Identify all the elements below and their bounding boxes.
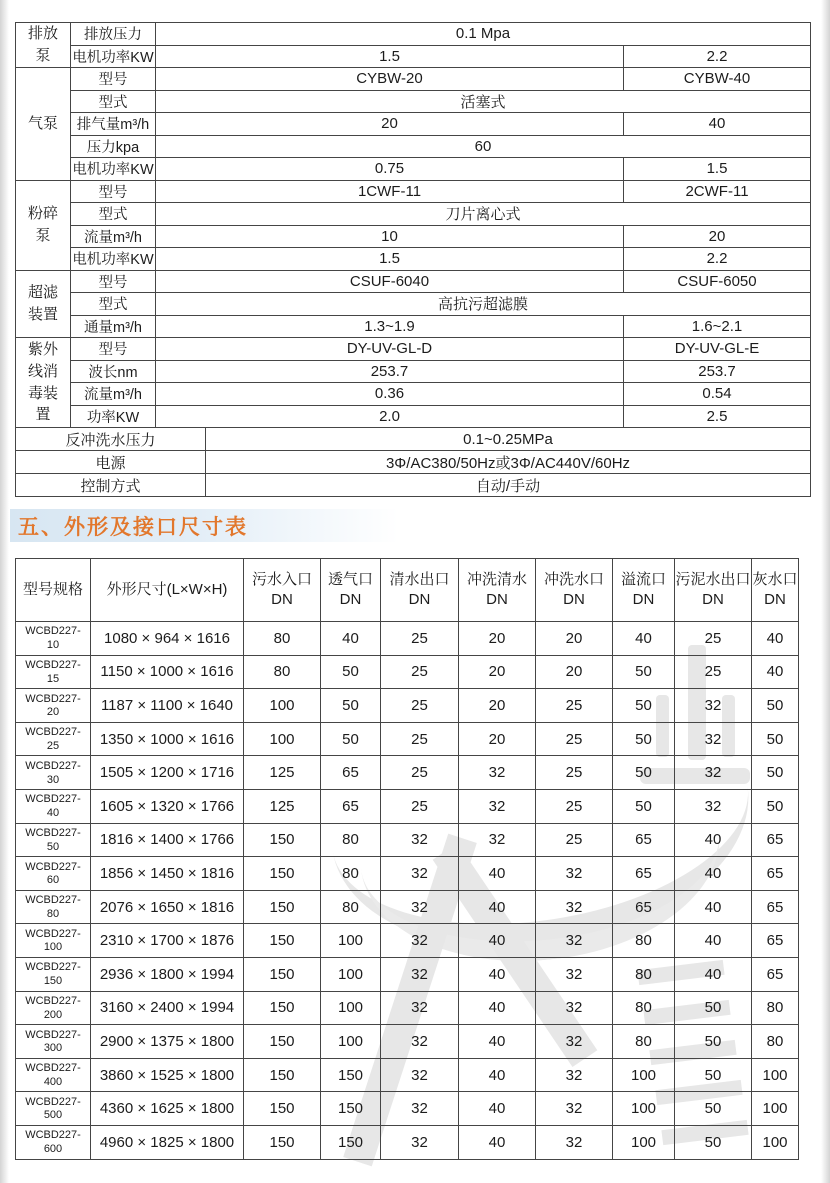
dim-value-cell: 65 (752, 823, 799, 857)
dim-header-cell: 冲洗清水 DN (459, 559, 536, 622)
dim-size-cell: 2936 × 1800 × 1994 (91, 957, 244, 991)
spec-footer-value: 0.1~0.25MPa (206, 428, 811, 451)
dim-model-cell: WCBD227- 500 (16, 1092, 91, 1126)
dim-value-cell: 32 (459, 789, 536, 823)
dim-value-cell: 80 (244, 655, 321, 689)
dim-size-cell: 4960 × 1825 × 1800 (91, 1125, 244, 1159)
dim-value-cell: 32 (381, 924, 459, 958)
spec-row-label: 波长nm (71, 360, 156, 383)
spec-value-1: 20 (156, 113, 624, 136)
spec-value-1: CSUF-6040 (156, 270, 624, 293)
spec-value-span: 0.1 Mpa (156, 23, 811, 46)
dimension-header-row (16, 559, 799, 622)
spec-table-body (16, 23, 811, 428)
table-row (16, 1125, 799, 1159)
dim-value-cell: 50 (675, 1025, 752, 1059)
dim-header-cell: 外形尺寸(L×W×H) (91, 559, 244, 622)
dim-value-cell: 80 (244, 622, 321, 656)
spec-row-label: 型号 (71, 270, 156, 293)
spec-value-1: 1.3~1.9 (156, 315, 624, 338)
dim-value-cell: 32 (675, 789, 752, 823)
dim-value-cell: 32 (381, 1025, 459, 1059)
dim-value-cell: 50 (752, 756, 799, 790)
dim-value-cell: 65 (752, 890, 799, 924)
dim-value-cell: 32 (381, 1125, 459, 1159)
table-row (16, 957, 799, 991)
table-row (16, 622, 799, 656)
dim-value-cell: 50 (613, 655, 675, 689)
dim-size-cell: 1816 × 1400 × 1766 (91, 823, 244, 857)
spec-row-label: 流量m³/h (71, 383, 156, 406)
dim-value-cell: 65 (752, 857, 799, 891)
dim-value-cell: 50 (675, 1125, 752, 1159)
dim-value-cell: 100 (613, 1092, 675, 1126)
dim-value-cell: 50 (613, 756, 675, 790)
dim-value-cell: 32 (536, 857, 613, 891)
dim-header-cell: 污水入口 DN (244, 559, 321, 622)
spec-row-label: 型式 (71, 90, 156, 113)
dim-value-cell: 80 (321, 857, 381, 891)
dim-value-cell: 150 (244, 957, 321, 991)
dim-value-cell: 50 (321, 689, 381, 723)
dim-value-cell: 65 (321, 756, 381, 790)
spec-value-2: 1.6~2.1 (624, 315, 811, 338)
spec-footer-label: 控制方式 (16, 474, 206, 497)
dim-value-cell: 32 (381, 857, 459, 891)
dim-value-cell: 25 (381, 722, 459, 756)
dim-value-cell: 50 (613, 789, 675, 823)
dim-value-cell: 32 (381, 1058, 459, 1092)
dim-value-cell: 50 (613, 689, 675, 723)
dim-size-cell: 1856 × 1450 × 1816 (91, 857, 244, 891)
dim-value-cell: 25 (536, 823, 613, 857)
dim-value-cell: 150 (244, 924, 321, 958)
dim-value-cell: 150 (321, 1092, 381, 1126)
dim-value-cell: 50 (321, 722, 381, 756)
dim-value-cell: 40 (459, 957, 536, 991)
spec-footer-value: 自动/手动 (206, 474, 811, 497)
dim-value-cell: 40 (752, 655, 799, 689)
table-row (16, 924, 799, 958)
spec-value-1: 10 (156, 225, 624, 248)
spec-value-span: 高抗污超滤膜 (156, 293, 811, 316)
dim-value-cell: 150 (244, 1125, 321, 1159)
spec-row-label: 排放压力 (71, 23, 156, 46)
dim-value-cell: 32 (381, 823, 459, 857)
dim-value-cell: 40 (675, 957, 752, 991)
spec-value-2: 40 (624, 113, 811, 136)
spec-footer-body (16, 428, 811, 497)
dim-value-cell: 25 (536, 789, 613, 823)
dim-size-cell: 1187 × 1100 × 1640 (91, 689, 244, 723)
dim-value-cell: 100 (321, 924, 381, 958)
dim-value-cell: 65 (613, 823, 675, 857)
dim-model-cell: WCBD227- 25 (16, 722, 91, 756)
dim-value-cell: 25 (536, 756, 613, 790)
dim-value-cell: 150 (244, 857, 321, 891)
dim-value-cell: 40 (613, 622, 675, 656)
dim-size-cell: 1350 × 1000 × 1616 (91, 722, 244, 756)
table-row (16, 1092, 799, 1126)
dim-model-cell: WCBD227- 30 (16, 756, 91, 790)
spec-row-label: 型式 (71, 203, 156, 226)
spec-value-1: DY-UV-GL-D (156, 338, 624, 361)
dim-value-cell: 125 (244, 756, 321, 790)
spec-row-label: 流量m³/h (71, 225, 156, 248)
spec-value-span: 刀片离心式 (156, 203, 811, 226)
spec-value-2: CYBW-40 (624, 68, 811, 91)
dim-value-cell: 20 (536, 655, 613, 689)
spec-group-label: 超滤装置 (16, 270, 71, 338)
dimension-table (15, 558, 799, 1160)
dim-size-cell: 3160 × 2400 × 1994 (91, 991, 244, 1025)
spec-table-footer (15, 427, 811, 497)
dim-value-cell: 40 (675, 924, 752, 958)
dim-size-cell: 2900 × 1375 × 1800 (91, 1025, 244, 1059)
section-heading (10, 509, 550, 542)
dim-value-cell: 100 (321, 991, 381, 1025)
spec-value-2: CSUF-6050 (624, 270, 811, 293)
spec-group-label: 紫外线消毒装置 (16, 338, 71, 428)
spec-footer-value: 3Φ/AC380/50Hz或3Φ/AC440V/60Hz (206, 451, 811, 474)
dim-model-cell: WCBD227- 400 (16, 1058, 91, 1092)
dim-value-cell: 150 (244, 823, 321, 857)
dim-value-cell: 150 (244, 991, 321, 1025)
spec-table (15, 22, 811, 428)
table-row (16, 655, 799, 689)
dim-value-cell: 32 (381, 957, 459, 991)
dim-size-cell: 1605 × 1320 × 1766 (91, 789, 244, 823)
dim-value-cell: 50 (675, 1058, 752, 1092)
dim-value-cell: 32 (536, 1125, 613, 1159)
dim-value-cell: 20 (459, 655, 536, 689)
dim-value-cell: 25 (381, 789, 459, 823)
dim-value-cell: 40 (675, 857, 752, 891)
dim-value-cell: 80 (752, 1025, 799, 1059)
dim-value-cell: 150 (244, 1058, 321, 1092)
dim-model-cell: WCBD227- 10 (16, 622, 91, 656)
table-row (16, 789, 799, 823)
spec-group-label: 排放泵 (16, 23, 71, 68)
spec-value-2: 2.2 (624, 45, 811, 68)
spec-footer-label: 反冲洗水压力 (16, 428, 206, 451)
dim-header-cell: 灰水口 DN (752, 559, 799, 622)
dim-value-cell: 32 (459, 823, 536, 857)
spec-footer-label: 电源 (16, 451, 206, 474)
spec-row-label: 电机功率KW (71, 45, 156, 68)
dim-value-cell: 32 (381, 1092, 459, 1126)
dim-value-cell: 32 (536, 957, 613, 991)
dim-size-cell: 2310 × 1700 × 1876 (91, 924, 244, 958)
table-row (16, 823, 799, 857)
dim-header-cell: 污泥水出口 DN (675, 559, 752, 622)
spec-value-2: 1.5 (624, 158, 811, 181)
spec-value-2: DY-UV-GL-E (624, 338, 811, 361)
dim-value-cell: 80 (613, 957, 675, 991)
dim-value-cell: 40 (459, 857, 536, 891)
table-row (16, 689, 799, 723)
dim-size-cell: 2076 × 1650 × 1816 (91, 890, 244, 924)
spec-value-span: 60 (156, 135, 811, 158)
dim-value-cell: 32 (536, 1058, 613, 1092)
dim-header-cell: 型号规格 (16, 559, 91, 622)
spec-value-span: 活塞式 (156, 90, 811, 113)
dim-value-cell: 100 (613, 1125, 675, 1159)
dim-value-cell: 25 (536, 722, 613, 756)
dim-value-cell: 50 (752, 789, 799, 823)
spec-row-label: 压力kpa (71, 135, 156, 158)
dim-value-cell: 25 (536, 689, 613, 723)
dim-value-cell: 25 (675, 655, 752, 689)
dim-model-cell: WCBD227- 200 (16, 991, 91, 1025)
table-row (16, 722, 799, 756)
spec-row-label: 型号 (71, 338, 156, 361)
dim-header-cell: 溢流口 DN (613, 559, 675, 622)
dim-value-cell: 65 (613, 857, 675, 891)
dim-value-cell: 25 (381, 655, 459, 689)
dim-value-cell: 50 (752, 722, 799, 756)
dim-header-cell: 清水出口 DN (381, 559, 459, 622)
dim-model-cell: WCBD227- 50 (16, 823, 91, 857)
dim-value-cell: 50 (675, 1092, 752, 1126)
dim-value-cell: 40 (459, 1092, 536, 1126)
spec-value-2: 0.54 (624, 383, 811, 406)
dim-value-cell: 40 (459, 1058, 536, 1092)
dim-value-cell: 40 (459, 924, 536, 958)
spec-row-label: 电机功率KW (71, 158, 156, 181)
dim-value-cell: 125 (244, 789, 321, 823)
spec-value-2: 2.2 (624, 248, 811, 271)
dim-value-cell: 32 (381, 890, 459, 924)
dim-value-cell: 40 (675, 823, 752, 857)
dim-value-cell: 32 (536, 924, 613, 958)
dim-value-cell: 50 (321, 655, 381, 689)
spec-row-label: 型式 (71, 293, 156, 316)
dim-model-cell: WCBD227- 20 (16, 689, 91, 723)
dim-value-cell: 40 (675, 890, 752, 924)
spec-value-2: 2CWF-11 (624, 180, 811, 203)
dim-model-cell: WCBD227- 100 (16, 924, 91, 958)
dim-value-cell: 32 (675, 756, 752, 790)
dim-value-cell: 80 (752, 991, 799, 1025)
dim-value-cell: 150 (321, 1058, 381, 1092)
dim-value-cell: 100 (613, 1058, 675, 1092)
spec-value-1: 0.36 (156, 383, 624, 406)
dim-model-cell: WCBD227- 300 (16, 1025, 91, 1059)
dim-model-cell: WCBD227- 15 (16, 655, 91, 689)
dim-size-cell: 1080 × 964 × 1616 (91, 622, 244, 656)
dim-value-cell: 150 (244, 890, 321, 924)
dim-value-cell: 50 (613, 722, 675, 756)
dim-value-cell: 20 (459, 722, 536, 756)
dim-model-cell: WCBD227- 60 (16, 857, 91, 891)
spec-value-2: 2.5 (624, 405, 811, 428)
dim-value-cell: 32 (381, 991, 459, 1025)
dim-header-cell: 透气口 DN (321, 559, 381, 622)
dim-value-cell: 32 (536, 1092, 613, 1126)
dim-value-cell: 32 (536, 1025, 613, 1059)
dim-value-cell: 20 (459, 689, 536, 723)
table-row (16, 1058, 799, 1092)
dim-value-cell: 25 (381, 756, 459, 790)
dim-value-cell: 80 (613, 924, 675, 958)
spec-row-label: 通量m³/h (71, 315, 156, 338)
dim-model-cell: WCBD227- 150 (16, 957, 91, 991)
dim-value-cell: 65 (613, 890, 675, 924)
dim-value-cell: 100 (321, 957, 381, 991)
dim-value-cell: 65 (752, 924, 799, 958)
spec-group-label: 粉碎泵 (16, 180, 71, 270)
dim-value-cell: 20 (536, 622, 613, 656)
table-row (16, 756, 799, 790)
dim-value-cell: 32 (675, 689, 752, 723)
spec-value-1: 2.0 (156, 405, 624, 428)
dim-value-cell: 40 (459, 1125, 536, 1159)
dim-size-cell: 1150 × 1000 × 1616 (91, 655, 244, 689)
dimension-table-body (16, 622, 799, 1160)
spec-row-label: 功率KW (71, 405, 156, 428)
spec-value-1: 1.5 (156, 248, 624, 271)
spec-value-2: 20 (624, 225, 811, 248)
dim-value-cell: 32 (536, 890, 613, 924)
table-row (16, 1025, 799, 1059)
dim-value-cell: 50 (675, 991, 752, 1025)
spec-value-1: 253.7 (156, 360, 624, 383)
dim-value-cell: 40 (752, 622, 799, 656)
spec-value-1: CYBW-20 (156, 68, 624, 91)
dim-value-cell: 50 (752, 689, 799, 723)
spec-value-2: 253.7 (624, 360, 811, 383)
dim-value-cell: 65 (752, 957, 799, 991)
dim-value-cell: 150 (244, 1025, 321, 1059)
dim-value-cell: 80 (613, 1025, 675, 1059)
section-heading-text: 五、外形及接口尺寸表 (18, 515, 248, 539)
dim-header-cell: 冲洗水口 DN (536, 559, 613, 622)
table-row (16, 991, 799, 1025)
dim-value-cell: 65 (321, 789, 381, 823)
dim-value-cell: 100 (244, 689, 321, 723)
dim-value-cell: 100 (752, 1058, 799, 1092)
spec-row-label: 排气量m³/h (71, 113, 156, 136)
dim-value-cell: 32 (459, 756, 536, 790)
spec-group-label: 气泵 (16, 68, 71, 181)
dim-model-cell: WCBD227- 80 (16, 890, 91, 924)
spec-value-1: 1CWF-11 (156, 180, 624, 203)
dim-value-cell: 40 (321, 622, 381, 656)
spec-row-label: 电机功率KW (71, 248, 156, 271)
dim-value-cell: 25 (675, 622, 752, 656)
dim-model-cell: WCBD227- 40 (16, 789, 91, 823)
dim-value-cell: 150 (321, 1125, 381, 1159)
dim-value-cell: 100 (752, 1125, 799, 1159)
dim-value-cell: 100 (244, 722, 321, 756)
spec-row-label: 型号 (71, 68, 156, 91)
dim-value-cell: 40 (459, 991, 536, 1025)
dim-value-cell: 80 (613, 991, 675, 1025)
spec-row-label: 型号 (71, 180, 156, 203)
dim-size-cell: 1505 × 1200 × 1716 (91, 756, 244, 790)
dim-value-cell: 20 (459, 622, 536, 656)
spec-value-1: 0.75 (156, 158, 624, 181)
dim-value-cell: 32 (536, 991, 613, 1025)
dim-size-cell: 4360 × 1625 × 1800 (91, 1092, 244, 1126)
table-row (16, 890, 799, 924)
dim-value-cell: 40 (459, 1025, 536, 1059)
dim-value-cell: 25 (381, 622, 459, 656)
dim-value-cell: 25 (381, 689, 459, 723)
dim-value-cell: 80 (321, 823, 381, 857)
dim-value-cell: 150 (244, 1092, 321, 1126)
dim-value-cell: 100 (752, 1092, 799, 1126)
spec-value-1: 1.5 (156, 45, 624, 68)
dim-value-cell: 100 (321, 1025, 381, 1059)
dim-value-cell: 40 (459, 890, 536, 924)
dim-value-cell: 80 (321, 890, 381, 924)
dim-value-cell: 32 (675, 722, 752, 756)
dim-model-cell: WCBD227- 600 (16, 1125, 91, 1159)
dim-size-cell: 3860 × 1525 × 1800 (91, 1058, 244, 1092)
table-row (16, 857, 799, 891)
